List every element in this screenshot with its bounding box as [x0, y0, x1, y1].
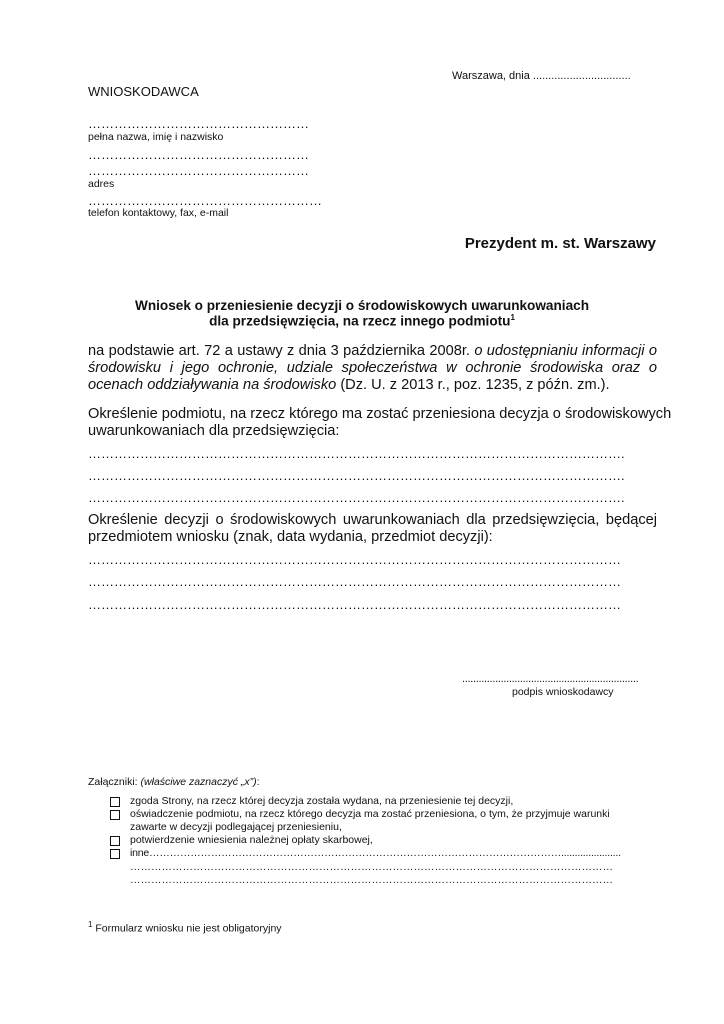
- footnote: [88, 920, 282, 935]
- document-title-line1: Wniosek o przeniesienie decyzji o środowiskowych uwarunkowaniach: [135, 298, 589, 313]
- attachment-item-2: oświadczenie podmiotu, na rzecz którego decyzja ma zostać przeniesiona, o tym, że przyjmuje warunki: [130, 808, 610, 820]
- attachment-other-line-1[interactable]: …………………………………………………………………………………………………………………………: [130, 861, 613, 873]
- attachment-checkbox-2[interactable]: [110, 810, 120, 820]
- legal-basis-act: o udostępnianiu informacji o środowisku i jego ochronie, udziale społeczeństwa w ochronie środowiska oraz o ocenach oddziaływania na środowisko: [88, 343, 657, 393]
- section2-line-2[interactable]: ……………………………………………………………………………………………………………: [88, 574, 621, 589]
- section2-line-3[interactable]: ……………………………………………………………………………………………………………: [88, 597, 621, 612]
- contact-line[interactable]: ………………………………………………: [88, 193, 322, 208]
- attachment-checkbox-1[interactable]: [110, 797, 120, 807]
- legal-basis: [88, 343, 657, 394]
- section2-line-1[interactable]: ……………………………………………………………………………………………………………: [88, 552, 621, 567]
- document-title-line2: [0, 313, 724, 329]
- legal-basis-suffix: (Dz. U. z 2013 r., poz. 1235, z późn. zm.).: [340, 377, 610, 393]
- attachment-item-4[interactable]: inne…………………………………………………………………………………………………………......................: [130, 847, 621, 859]
- footnote-mark: 1: [510, 313, 515, 322]
- attachment-item-3: potwierdzenie wniesienia należnej opłaty skarbowej,: [130, 834, 373, 846]
- section1-line-2[interactable]: …………………………………………………………………………………………………………….: [88, 468, 625, 483]
- attachment-item-1: zgoda Strony, na rzecz której decyzja została wydana, na przeniesienie tej decyzji,: [130, 795, 514, 807]
- attachments-label: Załączniki:: [88, 776, 138, 788]
- attachments-colon: :: [256, 776, 260, 788]
- address-line-2[interactable]: ……………………………………………: [88, 163, 309, 178]
- document-title-text: dla przedsięwzięcia, na rzecz innego podmiotu: [209, 313, 511, 329]
- name-line[interactable]: ……………………………………………: [88, 116, 309, 131]
- footnote-number: 1: [88, 920, 93, 929]
- attachment-checkbox-3[interactable]: [110, 836, 120, 846]
- place-date: Warszawa, dnia ................................: [452, 70, 631, 82]
- signature-line[interactable]: ................................................................: [462, 673, 639, 685]
- address-line-1[interactable]: ……………………………………………: [88, 147, 309, 162]
- attachments-note: (właściwe zaznaczyć „x”): [140, 776, 257, 788]
- name-caption: pełna nazwa, imię i nazwisko: [88, 131, 224, 143]
- attachment-checkbox-4[interactable]: [110, 849, 120, 859]
- legal-basis-prefix: na podstawie art. 72 a ustawy z dnia 3 października 2008r.: [88, 343, 470, 359]
- footnote-text: Formularz wniosku nie jest obligatoryjny: [95, 922, 282, 935]
- section2-label-line2: przedmiotem wniosku (znak, data wydania, przedmiot decyzji):: [88, 529, 493, 545]
- section2-label-line1: Określenie decyzji o środowiskowych uwarunkowaniach dla przedsięwzięcia, będącej: [88, 512, 657, 528]
- section1-line-3[interactable]: …………………………………………………………………………………………………………….: [88, 490, 625, 505]
- section1-label-line1: Określenie podmiotu, na rzecz którego ma zostać przeniesiona decyzja o środowiskowych: [88, 406, 672, 422]
- applicant-heading: WNIOSKODAWCA: [88, 84, 199, 99]
- attachment-item-2-cont: zawarte w decyzji podlegającej przeniesieniu,: [130, 821, 342, 833]
- address-caption: adres: [88, 178, 115, 190]
- contact-caption: telefon kontaktowy, fax, e-mail: [88, 207, 229, 219]
- addressee: Prezydent m. st. Warszawy: [464, 235, 656, 252]
- section1-line-1[interactable]: …………………………………………………………………………………………………………….: [88, 446, 625, 461]
- attachment-other-line-2[interactable]: …………………………………………………………………………………………………………………………: [130, 874, 613, 886]
- attachments-heading: [88, 776, 260, 788]
- section1-label-line2: uwarunkowaniach dla przedsięwzięcia:: [88, 423, 340, 439]
- signature-caption: podpis wnioskodawcy: [512, 686, 614, 698]
